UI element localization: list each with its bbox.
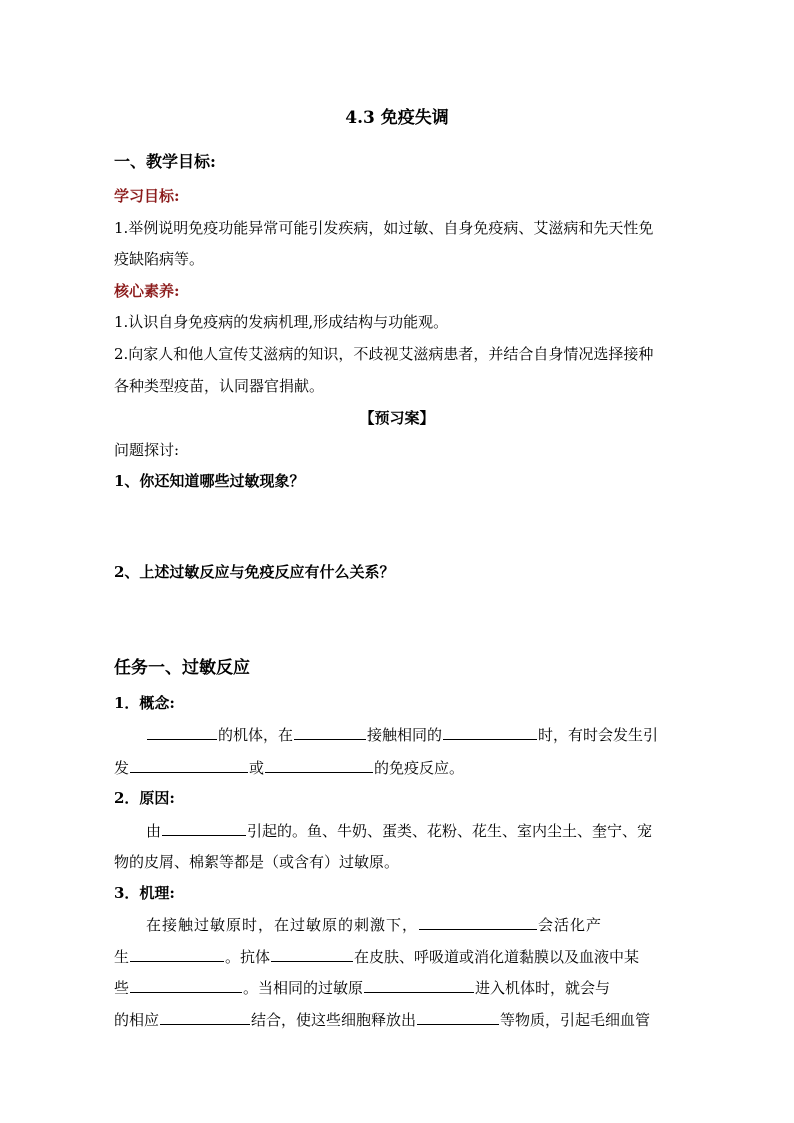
cause-label: 2．原因:: [114, 789, 175, 807]
concept-line2: [114, 757, 686, 778]
page-title: 4.3 免疫失调: [345, 108, 449, 128]
fill-blank[interactable]: [417, 1009, 499, 1025]
text-fragment: 进入机体时，就会与: [475, 979, 611, 997]
section-heading-teaching-goals: 一、教学目标:: [114, 152, 216, 171]
concept-line1: [114, 724, 686, 745]
text-fragment: 由: [146, 822, 162, 840]
goal1-line2: 疫缺陷病等。: [114, 250, 205, 268]
discussion-label: 问题探讨:: [114, 441, 180, 459]
text-fragment: 。当相同的过敏原: [243, 979, 364, 997]
text-fragment: 生: [114, 948, 130, 966]
mechanism-line4: [114, 1009, 686, 1030]
fill-blank[interactable]: [130, 946, 224, 962]
text-fragment: 等物质，引起毛细血管: [500, 1011, 651, 1029]
text-fragment: 引起的。鱼、牛奶、蛋类、花粉、花生、室内尘土、奎宁、宠: [247, 822, 653, 840]
text-fragment: 或: [249, 759, 265, 777]
fill-blank[interactable]: [364, 977, 474, 993]
mechanism-line2: [114, 946, 686, 967]
fill-blank[interactable]: [265, 757, 373, 773]
preview-heading: 【预习案】: [359, 409, 435, 427]
goal1-line1: 1.举例说明免疫功能异常可能引发疾病，如过敏、自身免疫病、艾滋病和先天性免: [114, 219, 654, 237]
text-fragment: 会活化产: [538, 916, 603, 934]
text-fragment: 在接触过敏原时，在过敏原的刺激下，: [146, 916, 419, 934]
core2-line1: 2.向家人和他人宣传艾滋病的知识，不歧视艾滋病患者，并结合自身情况选择接种: [114, 345, 654, 363]
text-fragment: 些: [114, 979, 130, 997]
fill-blank[interactable]: [443, 724, 537, 740]
mechanism-line3: [114, 977, 686, 998]
text-fragment: 发: [114, 759, 130, 777]
fill-blank[interactable]: [271, 946, 353, 962]
cause-line1: [114, 820, 686, 841]
fill-blank[interactable]: [130, 977, 242, 993]
text-fragment: 的机体，在: [218, 726, 294, 744]
learning-goal-label: 学习目标:: [114, 187, 180, 205]
fill-blank[interactable]: [147, 724, 217, 740]
text-fragment: 。抗体: [225, 948, 271, 966]
text-fragment: 在皮肤、呼吸道或消化道黏膜以及血液中某: [354, 948, 640, 966]
mechanism-line1: [114, 914, 686, 935]
core2-line2: 各种类型疫苗，认同器官捐献。: [114, 377, 325, 395]
concept-label: 1．概念:: [114, 694, 175, 712]
core1-line: 1.认识自身免疫病的发病机理,形成结构与功能观。: [114, 313, 449, 331]
text-fragment: 接触相同的: [367, 726, 443, 744]
text-fragment: 的相应: [114, 1011, 160, 1029]
question-2: 2、上述过敏反应与免疫反应有什么关系？: [114, 563, 395, 581]
fill-blank[interactable]: [419, 914, 537, 930]
task1-heading: 任务一、过敏反应: [114, 658, 250, 678]
text-fragment: 时，有时会发生引: [538, 726, 659, 744]
fill-blank[interactable]: [160, 1009, 250, 1025]
fill-blank[interactable]: [130, 757, 248, 773]
text-fragment: 的免疫反应。: [374, 759, 465, 777]
mechanism-label: 3．机理:: [114, 884, 175, 902]
cause-line2: 物的皮屑、棉絮等都是（或含有）过敏原。: [114, 853, 400, 871]
question-1: 1、你还知道哪些过敏现象？: [114, 472, 305, 490]
text-fragment: 结合，使这些细胞释放出: [251, 1011, 417, 1029]
fill-blank[interactable]: [162, 820, 246, 836]
core-literacy-label: 核心素养:: [114, 282, 180, 300]
fill-blank[interactable]: [294, 724, 366, 740]
